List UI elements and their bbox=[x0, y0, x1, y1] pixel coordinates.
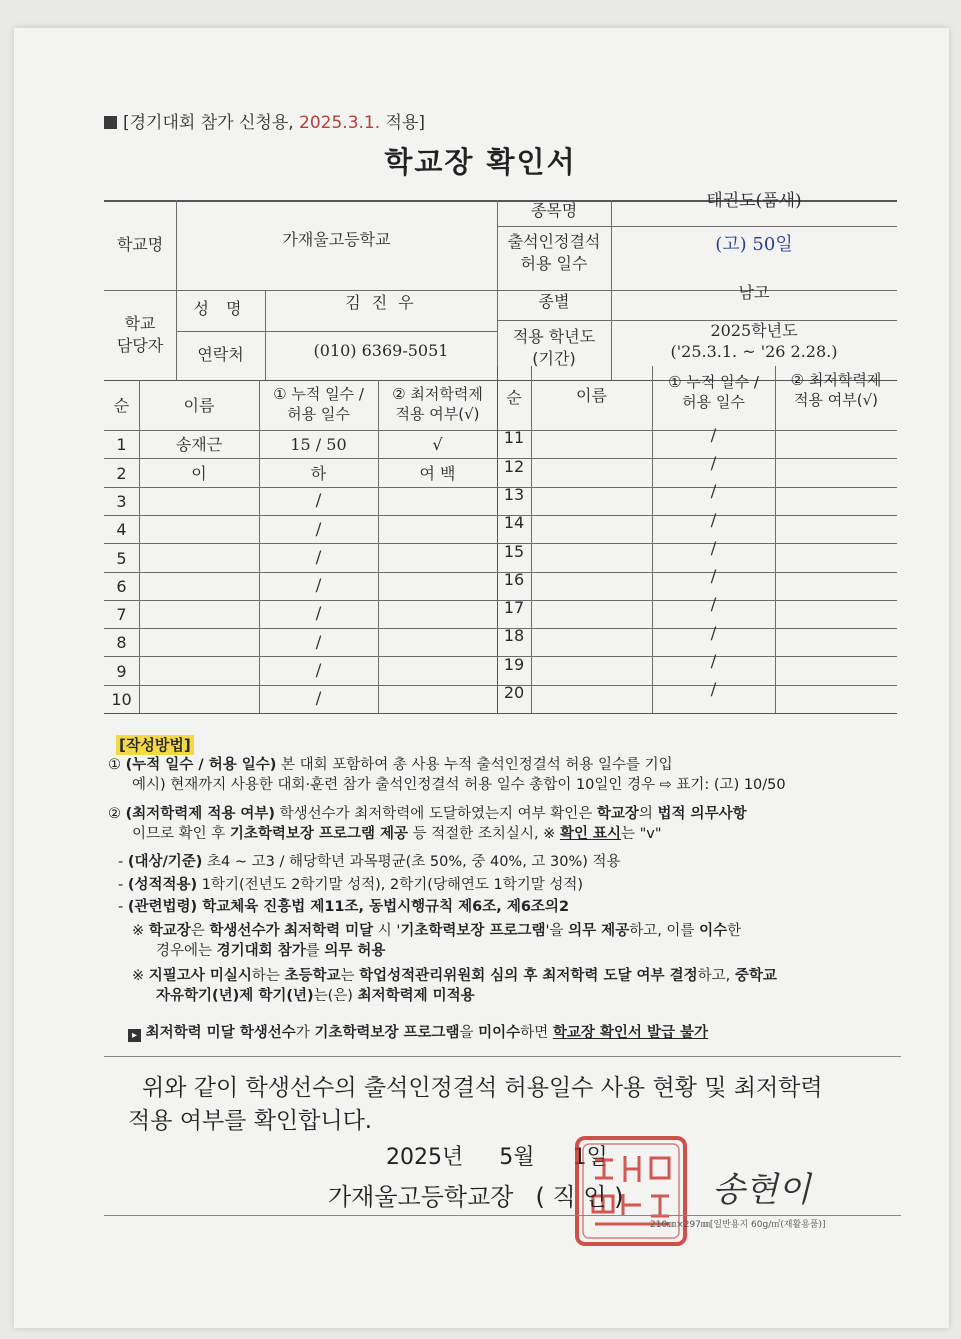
athlete-name bbox=[139, 544, 259, 572]
days-used: / bbox=[315, 689, 322, 710]
arrow-box-icon: ▸ bbox=[128, 1029, 141, 1042]
days-used: / bbox=[710, 680, 717, 701]
year-label: 적용 학년도 (기간) bbox=[512, 327, 596, 368]
days-used: 15 / 50 bbox=[290, 435, 347, 455]
manager-name-label: 성 명 bbox=[193, 299, 248, 319]
days-used: / bbox=[315, 547, 322, 568]
row-number: 18 bbox=[503, 626, 525, 646]
row-number: 6 bbox=[116, 576, 127, 596]
days-used: / bbox=[315, 661, 322, 682]
row-number: 5 bbox=[116, 548, 127, 568]
instruction-1: ① (누적 일수 / 허용 일수) 본 대회 포함하여 총 사용 누적 출석인정결석 허용 일수를 기입 예시) 현재까지 사용한 대회·훈련 참가 출석인정결석 허용 일수 총합이 10일인 경우 ⇨ 표기: (고) 10/50 bbox=[108, 757, 786, 793]
row-number: 3 bbox=[116, 491, 127, 511]
days-used: / bbox=[710, 453, 717, 474]
days-used: / bbox=[710, 510, 717, 531]
row-number: 16 bbox=[503, 569, 525, 589]
row-number: 20 bbox=[503, 683, 525, 703]
col-no-left: 순 bbox=[113, 396, 130, 416]
instructions-heading: [작성방법] bbox=[116, 734, 194, 755]
min-academic-check bbox=[378, 686, 497, 714]
row-number: 8 bbox=[116, 633, 127, 653]
school-name-label: 학교명 bbox=[116, 235, 164, 255]
issue-date: 2025년 5월 1일 bbox=[386, 1145, 608, 1170]
square-bullet-icon bbox=[104, 116, 117, 129]
min-academic-check bbox=[378, 516, 497, 544]
instruction-2: ② (최저학력제 적용 여부) 학생선수가 최저학력에 도달하였는지 여부 확인은 학교장의 법적 의무사항 이므로 확인 후 기초학력보장 프로그램 제공 등 적절한 조치실시, ※ 확인 표시는 "v" bbox=[108, 806, 747, 842]
days-used: / bbox=[710, 652, 717, 673]
allowance-value: (고) 50일 bbox=[715, 233, 793, 255]
col-days-left: ① 누적 일수 / 허용 일수 bbox=[273, 384, 364, 423]
col-min-right: ② 최저학력제 적용 여부(√) bbox=[790, 370, 882, 409]
col-name-left: 이름 bbox=[183, 396, 215, 416]
days-used: / bbox=[710, 425, 717, 446]
col-name-right: 이름 bbox=[576, 386, 607, 406]
athlete-name bbox=[139, 516, 259, 544]
min-academic-check bbox=[378, 601, 497, 629]
row-number: 1 bbox=[116, 435, 127, 455]
col-days-right: ① 누적 일수 / 허용 일수 bbox=[668, 372, 759, 411]
min-academic-check bbox=[378, 657, 497, 685]
row-number: 11 bbox=[503, 428, 525, 448]
year-value: 2025학년도 ('25.3.1. ~ '26 2.28.) bbox=[670, 321, 838, 361]
col-min-left: ② 최저학력제 적용 여부(√) bbox=[392, 384, 483, 423]
athlete-name bbox=[139, 629, 259, 657]
athlete-name: 이 bbox=[191, 463, 207, 483]
manager-name-value: 김 진 우 bbox=[345, 293, 417, 313]
row-number: 12 bbox=[503, 456, 525, 476]
row-number: 15 bbox=[503, 541, 525, 561]
days-used: / bbox=[710, 595, 717, 616]
min-academic-check: 여 백 bbox=[419, 463, 456, 483]
effective-date: 2025.3.1. bbox=[299, 113, 381, 133]
event-label: 종목명 bbox=[530, 201, 578, 221]
days-used: / bbox=[315, 491, 322, 512]
row-number: 9 bbox=[116, 661, 127, 681]
days-used: / bbox=[710, 538, 717, 559]
row-number: 14 bbox=[503, 513, 525, 533]
row-number: 19 bbox=[503, 654, 525, 674]
days-used: / bbox=[315, 604, 322, 625]
athlete-name bbox=[139, 488, 259, 516]
athlete-name bbox=[139, 686, 259, 714]
note-1: ※ 학교장은 학생선수가 최저학력 미달 시 '기초학력보장 프로그램'을 의무 제공하고, 이를 이수한 경우에는 경기대회 참가를 의무 허용 bbox=[132, 923, 742, 959]
gender-value: 남고 bbox=[738, 283, 770, 303]
principal-title: 가재울고등학교장 ( 직 인 ) bbox=[328, 1183, 624, 1211]
min-academic-check bbox=[378, 544, 497, 572]
contact-label: 연락처 bbox=[197, 345, 244, 365]
days-used: / bbox=[710, 567, 717, 588]
allowance-label: 출석인정결석 허용 일수 bbox=[507, 232, 601, 273]
row-number: 4 bbox=[116, 520, 127, 540]
school-name-value: 가재울고등학교 bbox=[282, 230, 391, 250]
days-used: 하 bbox=[310, 463, 327, 483]
row-number: 13 bbox=[503, 484, 525, 504]
contact-value: (010) 6369-5051 bbox=[313, 341, 449, 361]
days-used: / bbox=[315, 519, 322, 540]
gender-label: 종별 bbox=[538, 292, 570, 312]
athlete-name bbox=[139, 657, 259, 685]
seal-placeholder: ( 직 인 ) bbox=[535, 1183, 624, 1211]
paper-spec: 210㎜×297㎜[일반용지 60g/㎡(재활용품)] bbox=[650, 1220, 826, 1230]
days-used: / bbox=[710, 482, 717, 503]
min-academic-check bbox=[378, 629, 497, 657]
row-number: 10 bbox=[111, 690, 132, 710]
note-2: ※ 지필고사 미실시하는 초등학교는 학업성적관리위원회 심의 후 최저학력 도달 여부 결정하고, 중학교 자유학기(년)제 학기(년)는(은) 최저학력제 미적용 bbox=[132, 968, 777, 1004]
criteria-list: - (대상/기준) 초4 ~ 고3 / 해당학년 과목평균(초 50%, 중 40%, 고 30%) 적용 - (성적적용) 1학기(전년도 2학기말 성적), 2학기(당해연도 1학기말 성적) - (관련법령) 학교체육 진흥법 제11조, 동법시행규칙 제6조, 제6조의2 bbox=[118, 854, 621, 916]
min-academic-check: √ bbox=[432, 435, 443, 455]
page-title: 학교장 확인서 bbox=[384, 145, 577, 179]
confirmation-text: 위와 같이 학생선수의 출석인정결석 허용일수 사용 현황 및 최저학력 적용 여부를 확인합니다. bbox=[128, 1075, 823, 1135]
form-type-note: [경기대회 참가 신청용, 2025.3.1. 적용] bbox=[104, 108, 425, 133]
athlete-name bbox=[139, 601, 259, 629]
min-academic-check bbox=[378, 573, 497, 601]
days-used: / bbox=[315, 632, 322, 653]
athlete-name: 송재근 bbox=[175, 435, 223, 455]
event-value: 태권도(품새) bbox=[706, 190, 802, 211]
manager-label: 학교 담당자 bbox=[116, 314, 164, 355]
days-used: / bbox=[710, 623, 717, 644]
final-note: ▸ 최저학력 미달 학생선수가 기초학력보장 프로그램을 미이수하면 학교장 확인서 발급 불가 bbox=[128, 1024, 908, 1044]
signature: 송현이 bbox=[712, 1170, 811, 1210]
row-number: 7 bbox=[116, 605, 127, 625]
min-academic-check bbox=[378, 488, 497, 516]
row-number: 17 bbox=[503, 598, 525, 618]
athlete-name bbox=[139, 573, 259, 601]
row-number: 2 bbox=[116, 463, 127, 483]
days-used: / bbox=[315, 576, 322, 597]
col-no-right: 순 bbox=[506, 388, 522, 408]
